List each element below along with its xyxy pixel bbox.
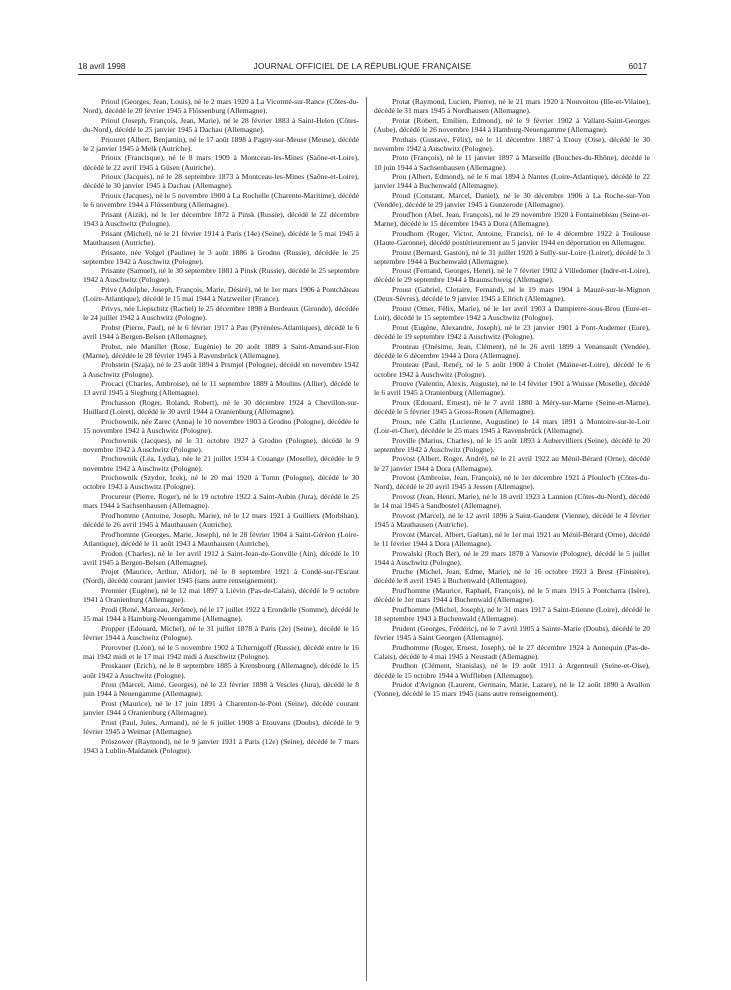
record-entry: Procureur (Pierre, Roger), né le 19 octobre 1922 à Saint-Aubin (Jura), décédé le 25 mars 1944 à Sachsenhausen (Allemagne). bbox=[83, 492, 359, 511]
record-entry: Protat (Robert, Emilien, Edmond), né le 9 février 1902 à Vallant-Saint-Georges (Aube), décédé le 26 novembre 1944 à Hamburg-Neuengamme (Allemagne). bbox=[374, 115, 650, 134]
record-entry: Prisante, née Volgel (Pauline) le 3 août 1886 à Grodno (Russie), décédée le 25 septembre 1942 à Auschwitz (Pologne). bbox=[83, 247, 359, 266]
record-entry: Proville (Marius, Charles), né le 15 août 1893 à Aubervilliers (Seine), décédé le 20 septembre 1942 à Auschwitz (Pologne). bbox=[374, 435, 650, 454]
record-entry: Prod'homme (Antoine, Joseph, Marie), né le 12 mars 1921 à Guilliers (Morbihan), décédé le 26 avril 1945 à Mauthausen (Autriche). bbox=[83, 510, 359, 530]
record-entry: Provost (Ambroise, Jean, François), né le 1er décembre 1921 à Ploulec'h (Côtes-du-Nord), décédé le 20 avril 1945 à Jessen (Allemagne). bbox=[374, 473, 650, 492]
record-entry: Prochownik, née Zarec (Anna) le 10 novembre 1903 à Grodno (Pologne), décédée le 15 novembre 1942 à Auschwitz (Pologne). bbox=[83, 416, 359, 435]
record-entry: Protat (Raymond, Lucien, Pierre), né le 21 mars 1920 à Nouvoitou (Ille-et-Vilaine), décédé le 31 mars 1945 à Nordhausen (Allemagne). bbox=[374, 97, 650, 116]
record-entry: Prochownik (Szydor, Icek), né le 20 mai 1920 à Tornn (Pologne), décédé le 30 octobre 1943 à Auschwitz (Pologne). bbox=[83, 473, 359, 492]
record-entry: Prisant (Michel), né le 21 février 1914 à Paris (14e) (Seine), décédé le 5 mai 1945 à Mauthausen (Autriche). bbox=[83, 228, 359, 247]
record-entry: Proust (Bernard, Gaston), né le 31 juillet 1920 à Sully-sur-Loire (Loiret), décédé le 3 septembre 1944 à Buchenwald (Allemagne). bbox=[374, 247, 650, 266]
record-entry: Prisante (Samuel), né le 30 septembre 1881 à Pinsk (Russie), décédé le 25 septembre 1942 à Auschwitz (Pologne). bbox=[83, 266, 359, 285]
record-entry: Prowalski (Roch Ber), né le 29 mars 1878 à Varsovie (Pologne), décédé le 5 juillet 1944 à Auschwitz (Pologne). bbox=[374, 548, 650, 567]
record-entry: Pronnier (Eugène), né le 12 mai 1897 à Liévin (Pas-de-Calais), décédé le 9 octobre 1941 à Oranienburg (Allemagne). bbox=[83, 586, 359, 605]
record-entry: Prost (Paul, Jules, Armand), né le 6 juillet 1908 à Etouvans (Doubs), décédé le 9 février 1945 à Weimar (Allemagne). bbox=[83, 717, 359, 736]
issue-date: 18 avril 1998 bbox=[78, 61, 126, 71]
record-entry: Proux (Edouard, Ernest), né le 7 avril 1880 à Méry-sur-Marne (Seine-et-Marne), décédé le 5 février 1945 à Gross-Rosen (Allemagne). bbox=[374, 398, 650, 417]
record-entry: Proskauer (Erich), né le 8 septembre 1885 à Krensbourg (Allemagne), décédé le 15 août 1942 à Auschwitz (Pologne). bbox=[83, 661, 359, 680]
record-entry: Prisant (Aizik), né le 1er décembre 1872 à Pinsk (Russie), décédé le 22 décembre 1943 à Auschwitz (Pologne). bbox=[83, 209, 359, 229]
record-entry: Prost (Marcel, Aimé, Georges), né le 23 février 1898 à Vescles (Jura), décédé le 8 juin 1944 à Neuengamme (Allemagne). bbox=[83, 680, 359, 699]
record-entry: Prost (Maurice), né le 17 juin 1891 à Charenton-le-Pont (Seine), décédé courant janvier 1944 à Oranienburg (Allemagne). bbox=[83, 699, 359, 718]
record-entry: Proud (Constant, Marcel, Daniel), né le 30 décembre 1906 à La Roche-sur-Yon (Vendée), décédé le 29 janvier 1945 à Gunzerode (Allemagne). bbox=[374, 191, 650, 210]
record-entry: Proust (Fernand, Georges, Henri), né le 7 février 1902 à Villedomer (Indre-et-Loire), décédé le 29 septembre 1944 à Braunschweig (Allemagne). bbox=[374, 266, 650, 285]
record-entry: Prodi (René, Marceau, Jérôme), né le 17 juillet 1922 à Erondelle (Somme), décédé le 15 mai 1944 à Hamburg-Neuengamme (Allemagne). bbox=[83, 604, 359, 624]
record-entry: Prochownik (Léa, Lydia), née le 21 juillet 1934 à Couange (Moselle), décédée le 9 novembre 1942 à Auschwitz (Pologne). bbox=[83, 454, 359, 473]
record-entry: Prudhon (Clément, Stanislas), né le 19 août 1911 à Argenteuil (Seine-et-Oise), décédé le 15 octobre 1944 à Woffleben (Allemagne). bbox=[374, 661, 650, 680]
record-entry: Prive (Adolphe, Joseph, François, Marie, Désiré), né le 1er mars 1906 à Pontchâteau (Loire-Atlantique), décédé le 15 mai 1944 à Natzweiler (France). bbox=[83, 285, 359, 304]
record-entry: Procaci (Charles, Ambroise), né le 11 septembre 1889 à Moulins (Allier), décédé le 13 avril 1945 à Siegburg (Allemagne). bbox=[83, 379, 359, 398]
record-entry: Prioux (Jacques), né le 28 septembre 1873 à Montceau-les-Mines (Saône-et-Loire), décédé le 30 janvier 1945 à Dachau (Allemagne). bbox=[83, 172, 359, 191]
record-entry: Prudot d'Avignon (Laurent, Germain, Marie, Lazare), né le 12 août 1890 à Avallon (Yonne), décédé le 15 mars 1945 (sans autre renseignement). bbox=[374, 680, 650, 699]
record-entry: Probst (Pierre, Paul), né le 6 février 1917 à Pau (Pyrénées-Atlantiques), décédé le 6 avril 1944 à Bergen-Belsen (Allemagne). bbox=[83, 322, 359, 341]
record-entry: Proux, née Callu (Lucienne, Augustine) le 14 mars 1891 à Montoire-sur-le-Loir (Loir-et-Cher), décédée le 25 mars 1945 à Ravensbrück (Allemagne). bbox=[374, 416, 650, 435]
record-entry: Prioul (Joseph, François, Jean, Marie), né le 28 février 1883 à Saint-Helen (Côtes-du-Nord), décédé le 25 janvier 1945 à Dachau (Allemagne). bbox=[83, 115, 359, 134]
record-entry: Provost (Marcel), né le 12 avril 1896 à Saint-Gaudent (Vienne), décédé le 4 février 1945 à Mauthausen (Autriche). bbox=[374, 510, 650, 530]
record-entry: Provost (Marcel, Albert, Gaëtan), né le 1er mai 1921 au Ménil-Bérard (Orne), décédé le 11 février 1944 à Dora (Allemagne). bbox=[374, 529, 650, 548]
record-entry: Projet (Maurice, Arthur, Alidor), né le 8 septembre 1921 à Condé-sur-l'Escaut (Nord), décédé courant janvier 1945 (sans autre renseignement). bbox=[83, 567, 359, 586]
record-entry: Prioux (Francisque), né le 8 mars 1909 à Montceau-les-Mines (Saône-et-Loire), décédé le 22 avril 1945 à Güsen (Autriche). bbox=[83, 153, 359, 172]
journal-title: JOURNAL OFFICIEL DE LA RÉPUBLIQUE FRANÇAISE bbox=[253, 61, 472, 71]
record-entry: Prouteau (Onésime, Jean, Clément), né le 26 avril 1899 à Venansault (Vendée), décédé le 6 décembre 1944 à Dora (Allemagne). bbox=[374, 341, 650, 360]
record-entry: Prudhomme (Roger, Ernest, Joseph), né le 27 décembre 1924 à Annequin (Pas-de-Calais), décédé le 4 mai 1945 à Neustadt (Allemagne). bbox=[374, 642, 650, 661]
record-entry: Prioux (Jacques), né le 5 novembre 1900 à La Rochelle (Charente-Maritime), décédé le 6 novembre 1944 à Flössenburg (Allemagne). bbox=[83, 191, 359, 210]
record-entry: Prochasson (Roger, Roland, Robert), né le 30 décembre 1924 à Chevillon-sur-Huillard (Loiret), décédé le 30 avril 1944 à Oranienburg (Allemagne). bbox=[83, 398, 359, 417]
record-entry: Prud'homme (Michel, Joseph), né le 31 mars 1917 à Saint-Etienne (Loire), décédé le 18 septembre 1943 à Buchenwald (Allemagne). bbox=[374, 604, 650, 624]
record-entry: Prochownik (Jacques), né le 31 octobre 1927 à Grodno (Pologne), décédé le 9 novembre 1942 à Auschwitz (Pologne). bbox=[83, 435, 359, 454]
record-entry: Prou (Albert, Edmond), né le 6 mai 1894 à Nantes (Loire-Atlantique), décédé le 22 janvier 1944 à Buchenwald (Allemagne). bbox=[374, 172, 650, 191]
record-entry: Prod'homme (Georges, Marie, Joseph), né le 28 février 1904 à Saint-Géréon (Loire-Atlantique), décédé le 11 août 1943 à Mauthausen (Autriche). bbox=[83, 529, 359, 548]
record-entry: Priouret (Albert, Benjamin), né le 17 août 1898 à Pagny-sur-Meuse (Meuse), décédé le 2 janvier 1945 à Melk (Autriche). bbox=[83, 134, 359, 153]
record-entry: Propper (Edouard, Michel), né le 31 juillet 1878 à Paris (2e) (Seine), décédé le 15 février 1944 à Auschwitz (Pologne). bbox=[83, 623, 359, 642]
record-entry: Prioul (Georges, Jean, Louis), né le 2 mars 1920 à La Vicomté-sur-Rance (Côtes-du-Nord), décédé le 20 février 1945 à Flössenburg (Allemagne). bbox=[83, 97, 359, 116]
record-entry: Proud'hon (Abel, Jean, François), né le 29 novembre 1920 à Fontainebleau (Seine-et-Marne), décédé le 15 décembre 1943 à Dora (Allemagne). bbox=[374, 209, 650, 229]
record-entry: Prudent (Georges, Frédéric), né le 7 avril 1905 à Sainte-Marie (Doubs), décédé le 20 février 1945 à Saint Georgen (Allemagne). bbox=[374, 623, 650, 642]
right-column bbox=[374, 97, 650, 981]
page-header bbox=[78, 60, 647, 75]
record-entry: Prouteau (Paul, René), né le 5 août 1900 à Cholet (Maine-et-Loire), décédé le 6 octobre 1942 à Auschwitz (Pologne). bbox=[374, 360, 650, 379]
page-number: 6017 bbox=[628, 61, 647, 71]
column-divider bbox=[366, 97, 367, 981]
record-entry: Privys, née Liepschitz (Rachel) le 25 décembre 1898 à Bordeaux (Gironde), décédée le 24 juillet 1942 à Auschwitz (Pologne). bbox=[83, 303, 359, 323]
record-entry: Provost (Jean, Henri, Marie), né le 18 avril 1923 à Lannion (Côtes-du-Nord), décédé le 14 mai 1945 à Sandbostel (Allemagne). bbox=[374, 492, 650, 511]
record-entry: Probstein (Szaja), né le 23 août 1894 à Prsmjel (Pologne), décédé en novembre 1942 à Auschwitz (Pologne). bbox=[83, 360, 359, 379]
record-entry: Prorovner (Léon), né le 5 novembre 1902 à Tchernigoff (Russie), décédé entre le 16 mai 1942 midi et le 17 mai 1942 midi à Auschwitz (Pologne). bbox=[83, 642, 359, 661]
record-entry: Prout (Eugène, Alexandre, Joseph), né le 23 janvier 1901 à Pont-Audemer (Eure), décédé le 19 septembre 1942 à Auschwitz (Pologne). bbox=[374, 322, 650, 341]
record-entry: Proto (François), né le 11 janvier 1897 à Marseille (Bouches-du-Rhône), décédé le 10 juin 1944 à Sachsenhausen (Allemagne). bbox=[374, 153, 650, 172]
record-entry: Pruche (Michel, Jean, Edme, Marie), né le 16 octobre 1923 à Brest (Finistère), décédé le 8 avril 1945 à Buchenwald (Allemagne). bbox=[374, 567, 650, 586]
record-entry: Prud'homme (Maurice, Raphaël, François), né le 5 mars 1915 à Pontcharra (Isère), décédé le 1er mars 1944 à Buchenwald (Allemagne). bbox=[374, 586, 650, 605]
record-entry: Prothais (Gustave, Félix), né le 11 décembre 1887 à Etouy (Oise), décédé le 30 novembre 1942 à Auschwitz (Pologne). bbox=[374, 134, 650, 153]
left-column bbox=[83, 97, 359, 981]
record-entry: Provost (Albert, Roger, André), né le 21 avril 1922 au Ménil-Bérard (Orne), décédé le 27 janvier 1944 à Dora (Allemagne). bbox=[374, 454, 650, 473]
record-entry: Proust (Omer, Félix, Marie), né le 1er avril 1903 à Dampierre-sous-Brou (Eure-et-Loir), décédé le 15 septembre 1942 à Auschwitz (Pologne). bbox=[374, 303, 650, 323]
record-entry: Prodon (Charles), né le 1er avril 1912 à Saint-Jean-de-Gonville (Ain), décédé le 10 avril 1945 à Bergen-Belsen (Allemagne). bbox=[83, 548, 359, 567]
record-entry: Prószower (Raymond), né le 9 janvier 1931 à Paris (12e) (Seine), décédé le 7 mars 1943 à Lublin-Maïdanek (Pologne). bbox=[83, 736, 359, 755]
record-entry: Probst, née Manillet (Rose, Eugénie) le 20 août 1889 à Saint-Amand-sur-Fion (Marne), décédée le 28 février 1945 à Ravensbrück (Allemagne). bbox=[83, 341, 359, 360]
record-entry: Proust (Gabriel, Clotaire, Fernand), né le 19 mars 1904 à Mauzé-sur-le-Mignon (Deux-Sèvres), décédé le 9 janvier 1945 à Ellrich (Allemagne). bbox=[374, 285, 650, 304]
record-entry: Prouve (Valentin, Alexis, Auguste), né le 14 février 1901 à Wuisse (Moselle), décédé le 6 avril 1945 à Oranienburg (Allemagne). bbox=[374, 379, 650, 398]
record-entry: Proudhom (Roger, Victor, Antoine, Francis), né le 4 décembre 1922 à Toulouse (Haute-Garonne), décédé postérieurement au 5 janvier 1944 en déportation en Allemagne. bbox=[374, 228, 650, 247]
